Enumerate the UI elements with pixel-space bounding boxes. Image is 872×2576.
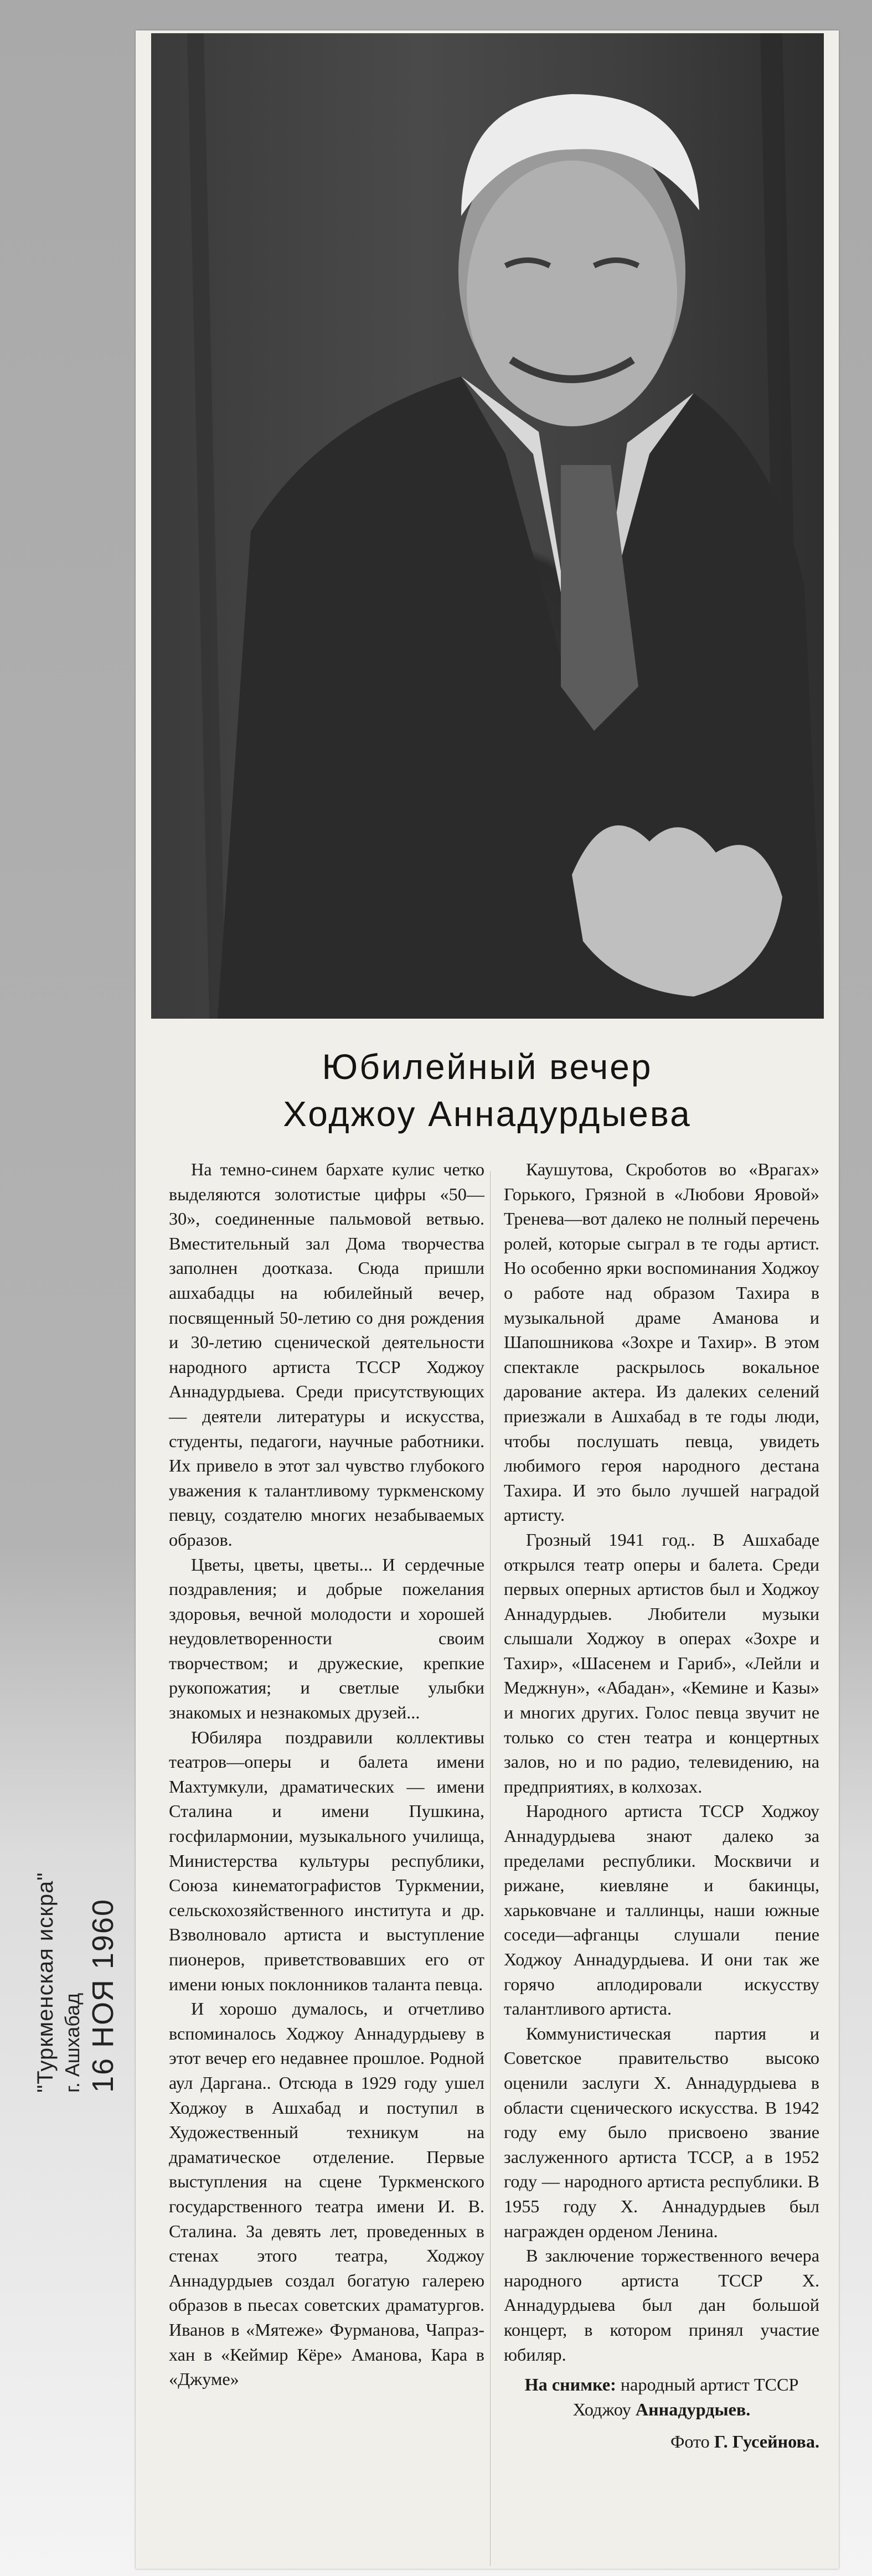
article-paragraph: Грозный 1941 год.. В Ашхабаде открылся театр оперы и балета. Среди первых оперных артистов был и Ходжоу Аннадурдыев. Любители музыки слышали Ходжоу в операх «Зохре и Тахир», «Шасенем и Гариб», «Лейли и Меджнун», «Абадан», «Кемине и Казы» и многих других. Голос певца звучит не только со стен театра и концертных залов, но и по радио, телевидению, на предприятиях, в колхозах. (504, 1529, 819, 1797)
article-paragraph: На темно-синем бархате кулис четко выделяются золотистые цифры «50—30», соединенные пальмовой ветвью. Вместительный зал Дома творчества заполнен доотказа. Сюда пришли ашхабадцы на юбилейный вечер, посвященный 50-летию со дня рождения и 30-летию сценической деятельности народного артиста ТССР Ходжоу Аннадурдыева. Среди присутствующих — деятели литературы и искусства, студенты, педагоги, научные работники. Их привело в этот зал чувство глубокого уважения к талантливому туркменскому певцу, создателю многих незабываемых образов. (169, 1159, 484, 1550)
headline-line-1: Юбилейный вечер (322, 1047, 653, 1087)
caption-text: народный артист ТССР Ходжоу (572, 2374, 799, 2419)
photo-caption (504, 2372, 819, 2422)
portrait-photo (151, 33, 824, 1019)
stamp-date: 16 НОЯ 1960 (86, 1898, 120, 2093)
column-divider (490, 1171, 491, 2566)
article-right-column (504, 1157, 819, 2454)
article-paragraph: И хорошо думалось, и отчетливо вспоминалось Ходжоу Аннадурдыеву в этот вечер его недавнее прошлое. Родной аул Даргана.. Отсюда в 1929 году ушел Ходжоу в Ашхабад и поступил в Художественный техникум на драматическое отделение. Первые выступления на сцене Туркменского государственного театра имени И. В. Сталина. За девять лет, проведенных в стенах этого театра, Ходжоу Аннадурдыев создал богатую галерею образов в пьесах советских драматургов. Иванов в «Мятеже» Фурманова, Чапраз-хан в «Кеймир Кёре» Аманова, Кара в «Джуме» (169, 1999, 484, 2389)
article-left-column (169, 1157, 484, 2392)
article-paragraph: В заключение торжественного вечера народного артиста ТССР Х. Аннадурдыева был дан большой концерт, в котором принял участие юбиляр. (504, 2245, 819, 2365)
article-paragraph: Цветы, цветы, цветы... И сердечные поздравления; и добрые пожелания здоровья, вечной молодости и хорошей неудовлетворенности своим творчеством; и дружеские, крепкие рукопожатия; и светлые улыбки знакомых и незнакомых друзей... (169, 1554, 484, 1723)
credit-name: Г. Гусейнова. (714, 2432, 819, 2452)
article-paragraph: Каушутова, Скроботов во «Врагах» Горького, Грязной в «Любови Яровой» Тренева—вот далеко не полный перечень ролей, которые сыграл в те годы артист. Но особенно ярки воспоминания Ходжоу о работе над образом Тахира в музыкальной драме Аманова и Шапошникова «Зохре и Тахир». В этом спектакле раскрылось вокальное дарование актера. Из далеких селений приезжали в Ашхабад в те годы люди, чтобы послушать певца, увидеть любимого героя народного дестана Тахира. И это было лучшей наградой артисту. (504, 1159, 819, 1525)
caption-label: На снимке: (524, 2374, 616, 2395)
newspaper-clipping (136, 30, 839, 2569)
article-paragraph: Народного артиста ТССР Ходжоу Аннадурдыева знают далеко за пределами республики. Москвичи и рижане, киевляне и бакинцы, харьковчане и таллинцы, наши южные соседи—афганцы слушали пение Ходжоу Аннадурдыева. И они так же горячо аплодировали искусству талантливого артиста. (504, 1801, 819, 2019)
stamp-city: г. Ашхабад (61, 1992, 84, 2093)
headline-line-2: Ходжоу Аннадурдыева (283, 1094, 692, 1134)
credit-prefix: Фото (670, 2432, 714, 2452)
article-paragraph: Коммунистическая партия и Советское правительство высоко оценили заслуги Х. Аннадурдыева в области сценического искусства. В 1942 году ему было присвоено звание заслуженного артиста ТССР, а в 1952 году — народного артиста республики. В 1955 году Х. Аннадурдыев был награжден орденом Ленина. (504, 2023, 819, 2241)
photo-credit (504, 2429, 819, 2454)
archive-stamp (33, 1860, 136, 2093)
portrait-figure (151, 33, 824, 1019)
article-paragraph: Юбиляра поздравили коллективы театров—оперы и балета имени Махтумкули, драматических — имени Сталина и имени Пушкина, госфилармонии, музыкального училища, Министерства культуры республики, Союза кинематографистов Туркмении, сельскохозяйственного института и др. Взволновало артиста и выступление пионеров, приветствовавших его от имени юных поклонников таланта певца. (169, 1727, 484, 1994)
stamp-newspaper-name: "Туркменская искра" (33, 1872, 58, 2093)
caption-name: Аннадурдыев. (635, 2399, 751, 2419)
